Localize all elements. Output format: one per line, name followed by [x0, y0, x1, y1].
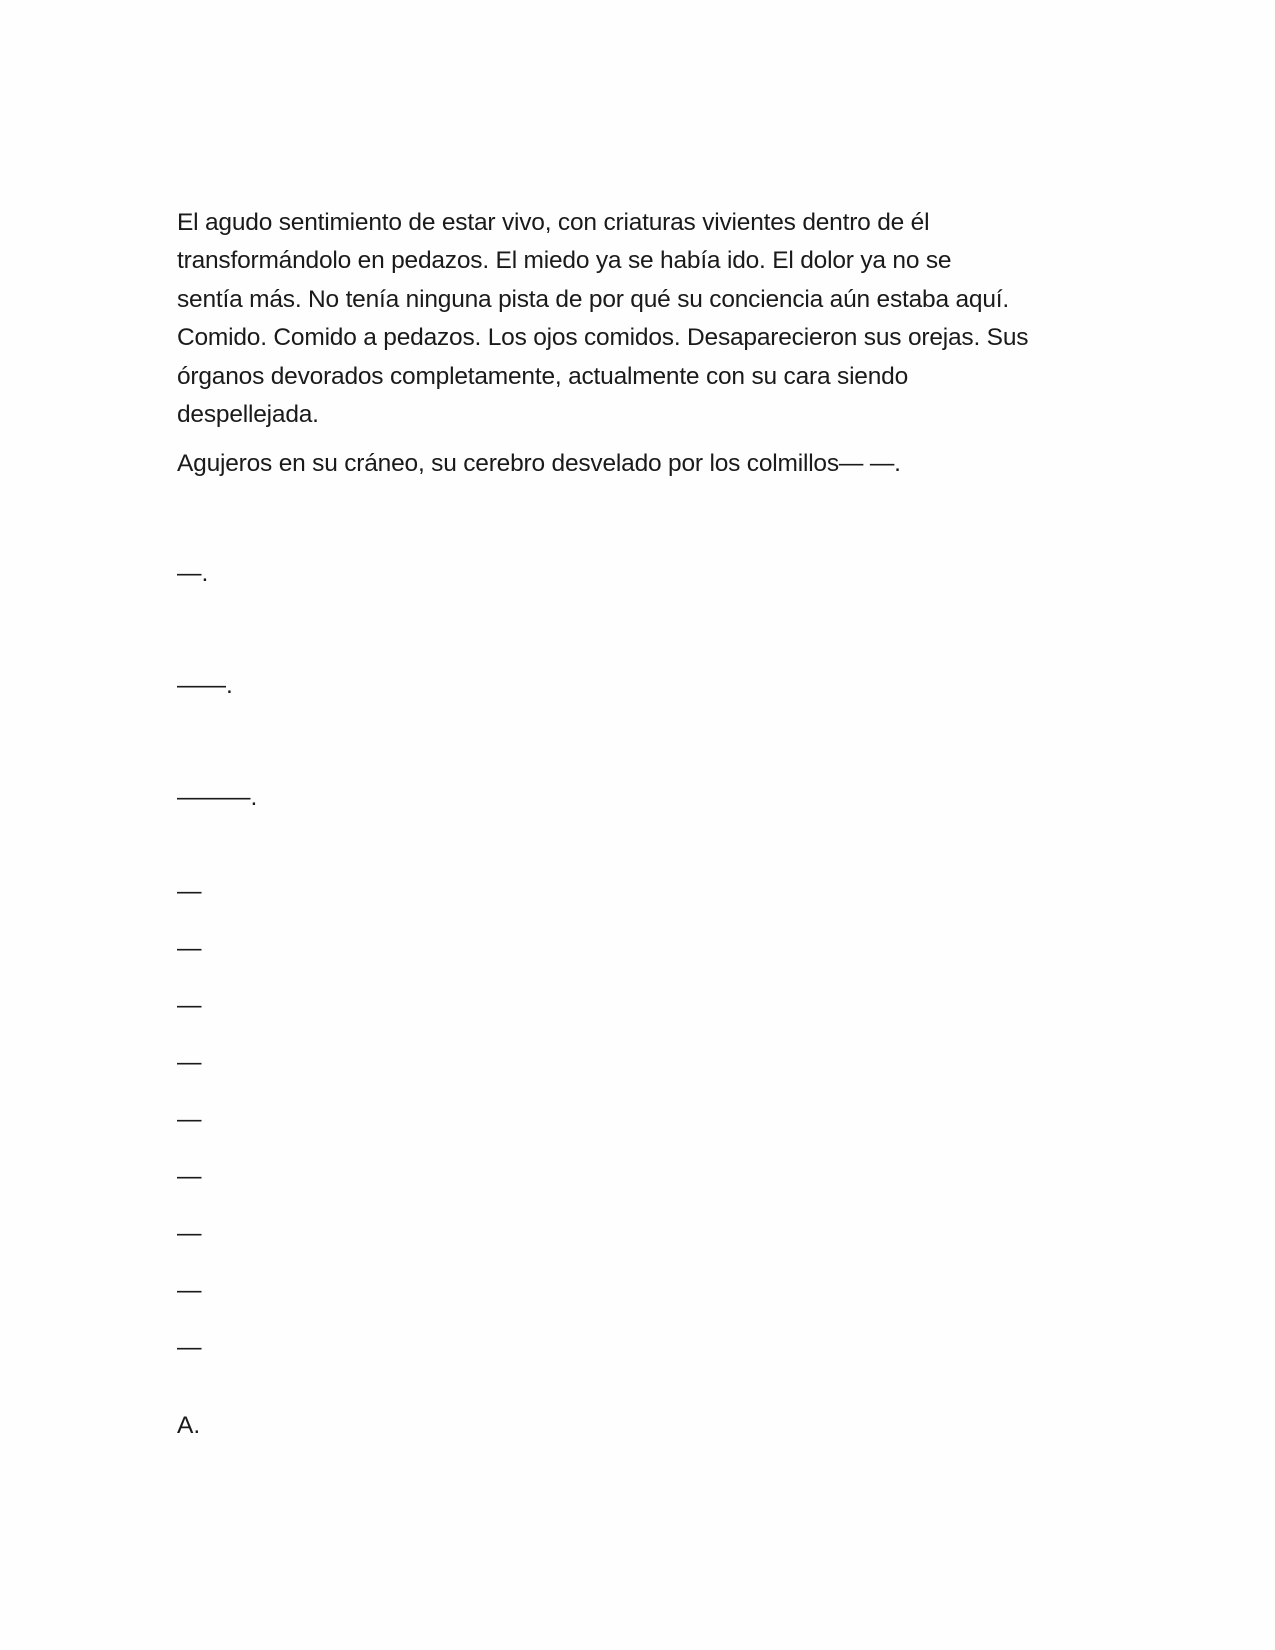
- paragraph-line: sentía más. No tenía ninguna pista de por qué su conciencia aún estaba aquí.: [177, 285, 1009, 313]
- paragraph-line: El agudo sentimiento de estar vivo, con criaturas vivientes dentro de él: [177, 209, 930, 236]
- dash-line: —.: [177, 560, 209, 587]
- paragraph-line: Comido. Comido a pedazos. Los ojos comidos. Desaparecieron sus orejas. Sus: [177, 324, 1029, 352]
- paragraph-line: transformándolo en pedazos. El miedo ya se había ido. El dolor ya no se: [177, 247, 952, 275]
- dash-line: —: [177, 878, 202, 905]
- dash-line: —: [177, 992, 202, 1019]
- dash-line: —: [177, 1220, 202, 1247]
- dash-line: ——.: [177, 672, 233, 699]
- body-paragraph-1: [177, 204, 1107, 434]
- paragraph-line: despellejada.: [177, 401, 319, 429]
- dash-line: —: [177, 1163, 202, 1190]
- body-paragraph-2: Agujeros en su cráneo, su cerebro desvelado por los colmillos— —.: [177, 450, 901, 477]
- dash-line-final: A.: [177, 1412, 201, 1439]
- dash-line: —: [177, 1334, 202, 1361]
- dash-line: —: [177, 1277, 202, 1304]
- dash-line: ———.: [177, 784, 258, 811]
- dash-line: —: [177, 1049, 202, 1076]
- dash-line: —: [177, 935, 202, 962]
- dash-line: —: [177, 1106, 202, 1133]
- paragraph-line: órganos devorados completamente, actualmente con su cara siendo: [177, 362, 909, 390]
